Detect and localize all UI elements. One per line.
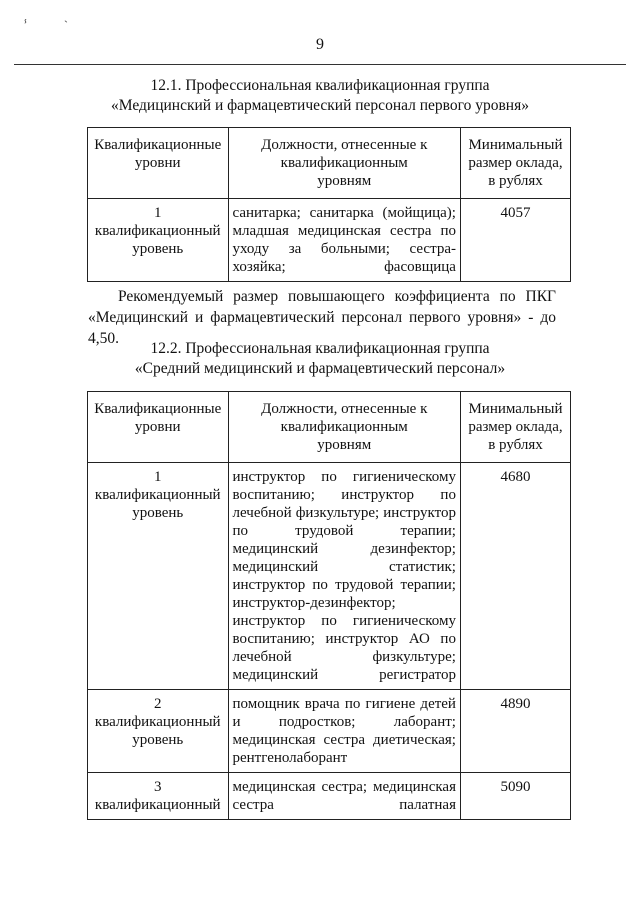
scan-mark-top: ˋ bbox=[64, 18, 68, 32]
section-title-line: «Средний медицинский и фармацевтический персонал» bbox=[134, 360, 506, 377]
header-salary: Минимальный размер оклада, в рублях bbox=[460, 128, 570, 199]
header-levels: Квалификационные уровни bbox=[88, 128, 229, 199]
header-positions: Должности, отнесенные к квалификационным уровням bbox=[228, 128, 460, 199]
table-row bbox=[88, 773, 571, 820]
salary-value: 4057 bbox=[460, 199, 570, 282]
qualification-level: 2 квалификационный уровень bbox=[88, 690, 229, 773]
qualification-level: 1 квалификационный уровень bbox=[88, 463, 229, 690]
header-levels: Квалификационные уровни bbox=[88, 392, 229, 463]
salary-value: 4680 bbox=[460, 463, 570, 690]
positions-list: санитарка; санитарка (мойщица); младшая медицинская сестра по уходу за больными; сестра-хозяйка; фасовщица bbox=[228, 199, 460, 282]
section-title-line: 12.1. Профессиональная квалификационная группа bbox=[150, 77, 490, 94]
section-title-line: 12.2. Профессиональная квалификационная группа bbox=[150, 340, 490, 357]
header-divider bbox=[14, 64, 626, 65]
header-salary: Минимальный размер оклада, в рублях bbox=[460, 392, 570, 463]
qualification-level: 3 квалификационный bbox=[88, 773, 229, 820]
note-line: Рекомендуемый размер повышающего коэффициента по ПКГ bbox=[118, 288, 556, 305]
section-title-12-2 bbox=[0, 339, 640, 379]
table-row bbox=[88, 690, 571, 773]
section-title-line: «Медицинский и фармацевтический персонал первого уровня» bbox=[111, 97, 529, 114]
table-header-row bbox=[88, 392, 571, 463]
table-12-1 bbox=[87, 127, 571, 282]
positions-list: инструктор по гигиеническому воспитанию; инструктор по лечебной физкультуре; инструктор по трудовой терапии; медицинский дезинфектор; медицинский статистик; инструктор по трудовой терапии; инструктор-дезинфектор; инструктор по гигиеническому воспитанию; инструктор АО по лечебной физкультуре; медицинский регистратор bbox=[228, 463, 460, 690]
positions-list: медицинская сестра; медицинская сестра палатная bbox=[228, 773, 460, 820]
table-12-2 bbox=[87, 391, 571, 820]
table-row bbox=[88, 199, 571, 282]
salary-value: 4890 bbox=[460, 690, 570, 773]
note-line: «Медицинский и фармацевтический персонал первого уровня» - до 4,50. bbox=[88, 309, 556, 347]
page-number: 9 bbox=[316, 36, 324, 53]
section-title-12-1 bbox=[0, 76, 640, 116]
scan-mark-top-left: ⸯ bbox=[22, 20, 29, 34]
table-row bbox=[88, 463, 571, 690]
table-header-row bbox=[88, 128, 571, 199]
header-positions: Должности, отнесенные к квалификационным уровням bbox=[228, 392, 460, 463]
salary-value: 5090 bbox=[460, 773, 570, 820]
qualification-level: 1 квалификационный уровень bbox=[88, 199, 229, 282]
positions-list: помощник врача по гигиене детей и подростков; лаборант; медицинская сестра диетическая; рентгенолаборант bbox=[228, 690, 460, 773]
